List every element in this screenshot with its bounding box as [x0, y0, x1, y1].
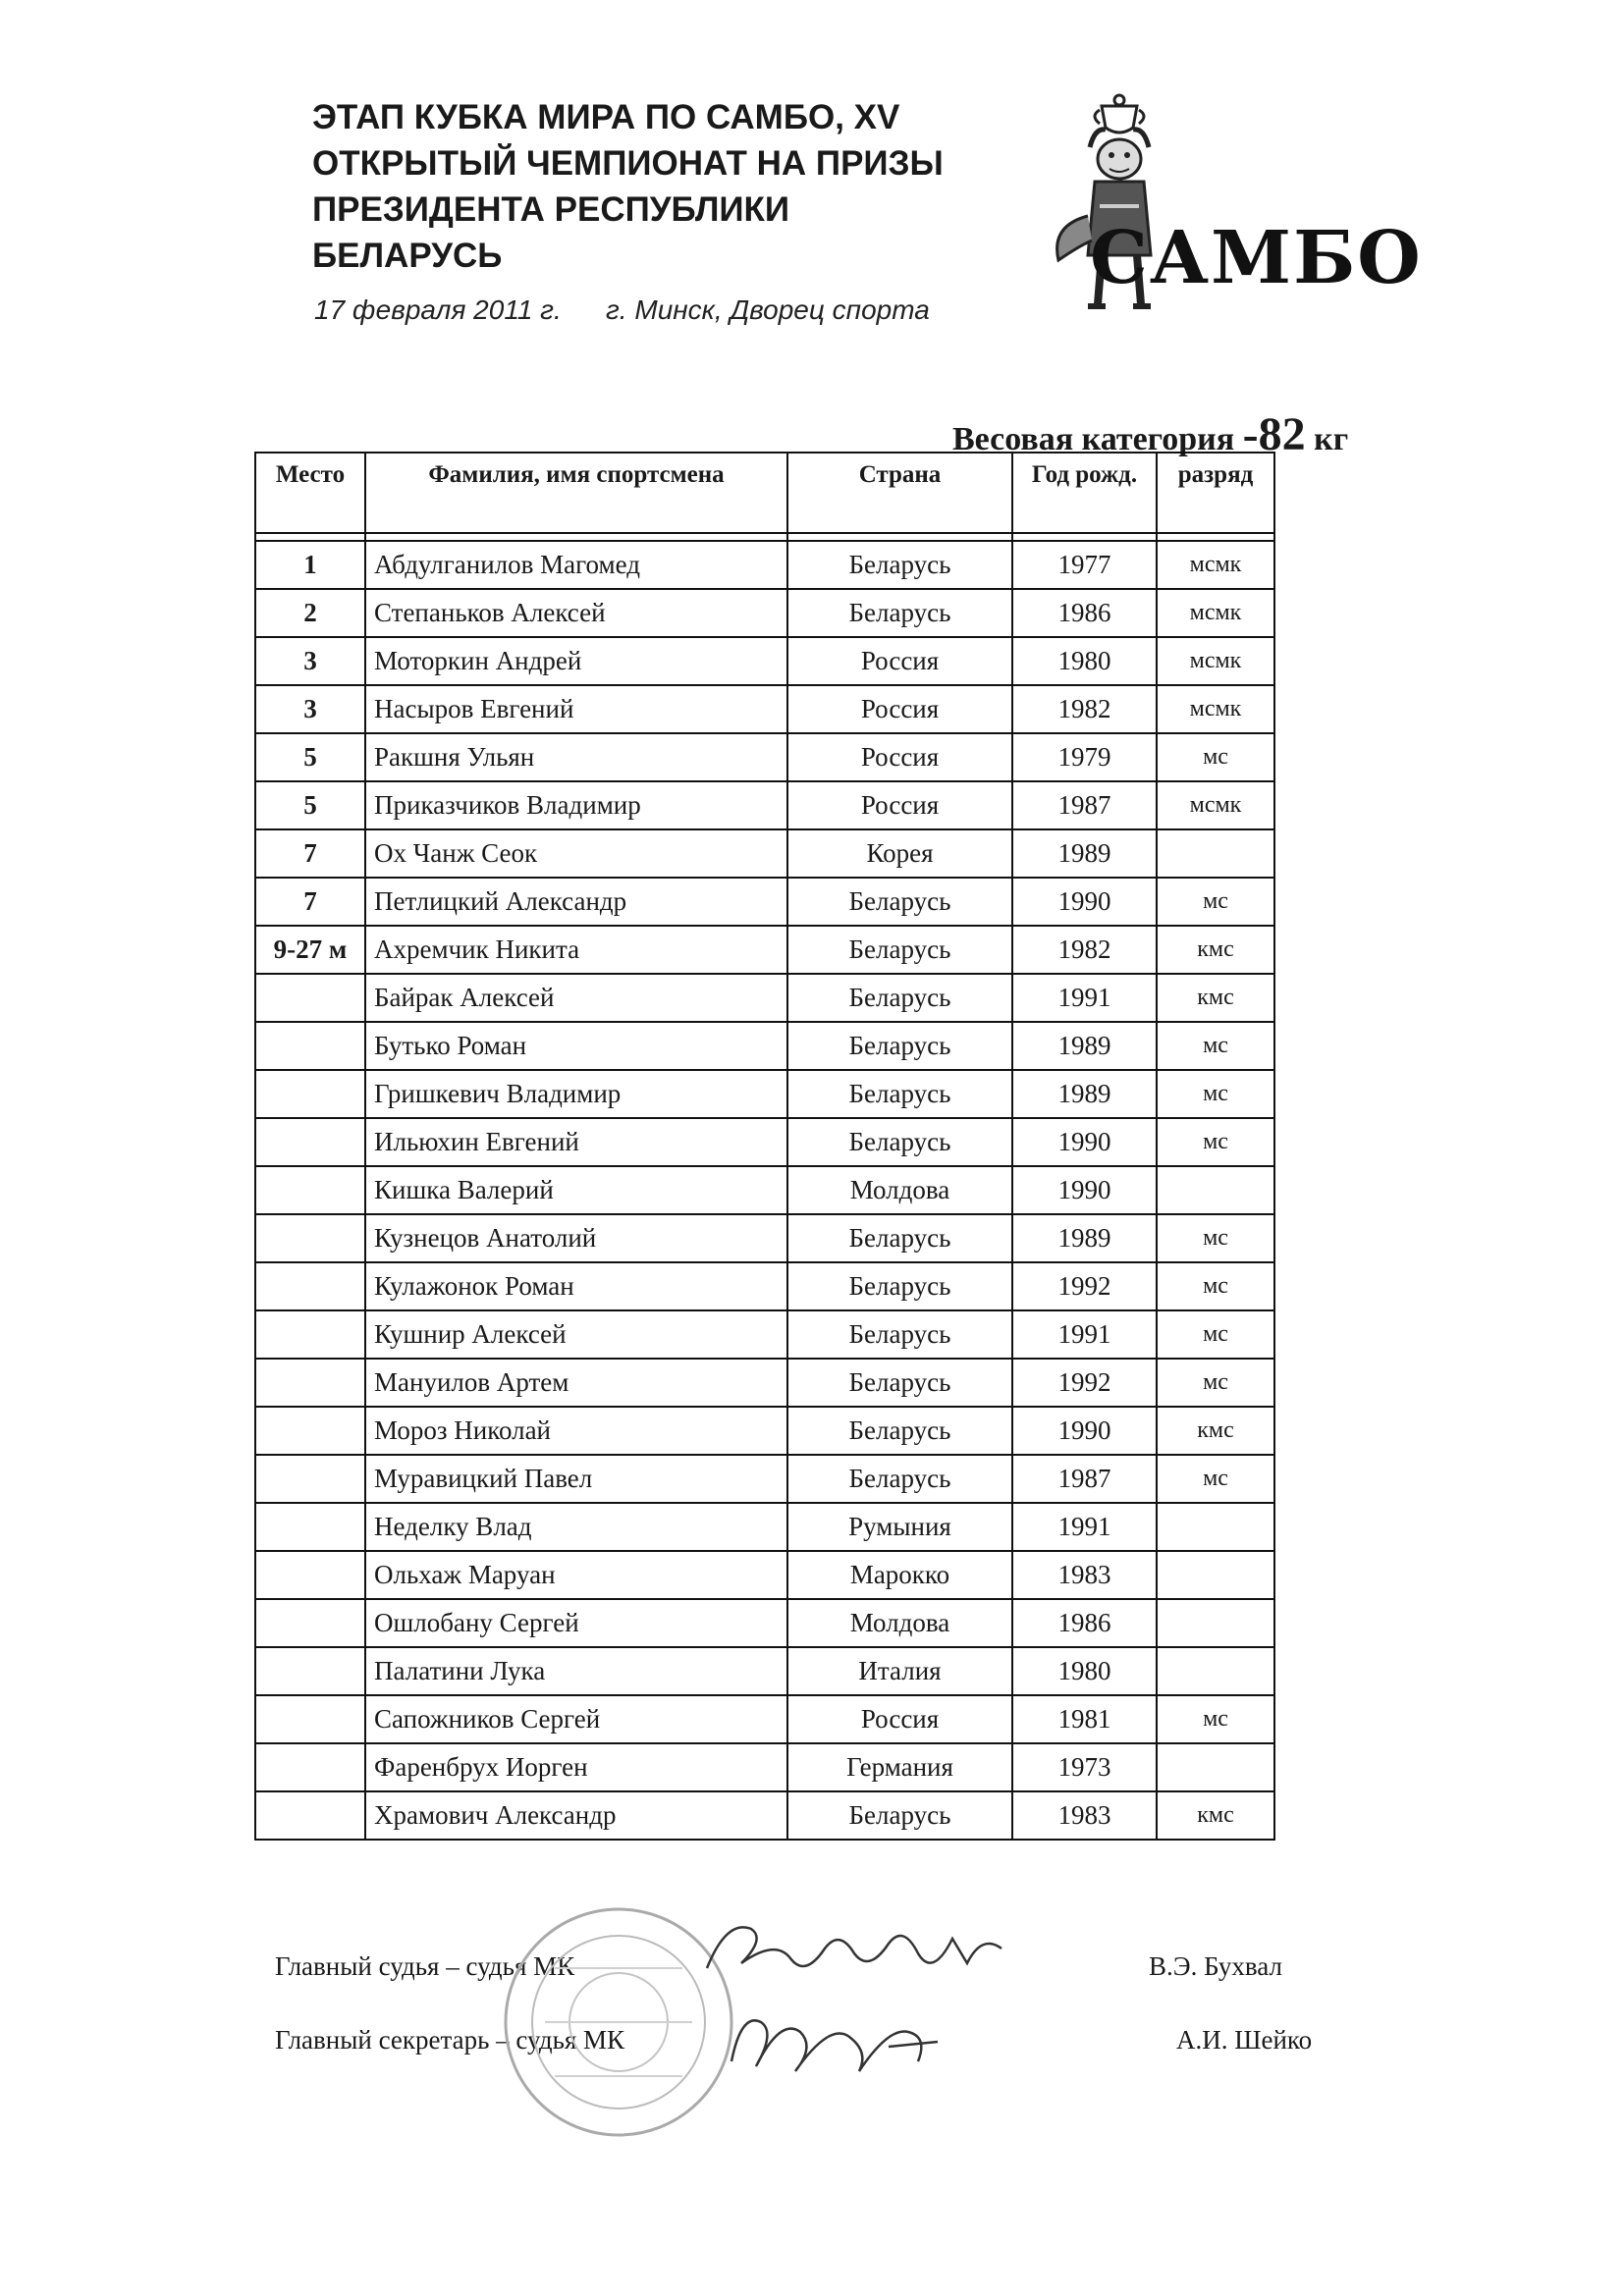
- rank-cell: мс: [1157, 1118, 1274, 1166]
- athlete-name-cell: Бутько Роман: [365, 1022, 787, 1070]
- event-title-line: БЕЛАРУСЬ: [312, 237, 503, 275]
- place-cell: 1: [255, 541, 365, 589]
- athlete-name-cell: Храмович Александр: [365, 1791, 787, 1840]
- place-cell: 3: [255, 637, 365, 685]
- rank-cell: мсмк: [1157, 589, 1274, 637]
- country-cell: Беларусь: [787, 1455, 1012, 1503]
- country-cell: Беларусь: [787, 541, 1012, 589]
- event-date: 17 февраля 2011 г.: [314, 294, 562, 325]
- place-cell: [255, 1791, 365, 1840]
- rank-cell: мс: [1157, 1214, 1274, 1262]
- country-cell: Марокко: [787, 1551, 1012, 1599]
- athlete-name-cell: Ахремчик Никита: [365, 926, 787, 974]
- sambo-logo-wordmark: САМБО: [1090, 216, 1423, 300]
- country-cell: Италия: [787, 1647, 1012, 1695]
- rank-cell: мсмк: [1157, 781, 1274, 829]
- place-cell: [255, 1214, 365, 1262]
- birth-year-cell: 1986: [1012, 589, 1157, 637]
- table-row: [255, 1310, 1274, 1359]
- rank-cell: мс: [1157, 1455, 1274, 1503]
- place-cell: [255, 1166, 365, 1214]
- table-row: [255, 1118, 1274, 1166]
- table-row: [255, 926, 1274, 974]
- place-cell: 7: [255, 829, 365, 878]
- birth-year-cell: 1989: [1012, 1070, 1157, 1118]
- chief-secretary-signature: [722, 1993, 947, 2091]
- table-row: [255, 1455, 1274, 1503]
- birth-year-cell: 1991: [1012, 1310, 1157, 1359]
- rank-cell: мсмк: [1157, 637, 1274, 685]
- country-cell: Молдова: [787, 1599, 1012, 1647]
- birth-year-cell: 1983: [1012, 1791, 1157, 1840]
- header-place: Место: [255, 453, 365, 533]
- country-cell: Беларусь: [787, 1407, 1012, 1455]
- place-cell: 3: [255, 685, 365, 733]
- rank-cell: мс: [1157, 1070, 1274, 1118]
- country-cell: Беларусь: [787, 589, 1012, 637]
- table-row: [255, 589, 1274, 637]
- rank-cell: кмс: [1157, 1407, 1274, 1455]
- athlete-name-cell: Ольхаж Маруан: [365, 1551, 787, 1599]
- chief-secretary-name: А.И. Шейко: [1176, 2025, 1313, 2055]
- rank-cell: [1157, 1743, 1274, 1791]
- birth-year-cell: 1991: [1012, 1503, 1157, 1551]
- chief-judge-signature: [697, 1909, 1021, 1998]
- place-cell: 7: [255, 878, 365, 926]
- place-cell: 5: [255, 733, 365, 781]
- country-cell: Россия: [787, 733, 1012, 781]
- rank-cell: мс: [1157, 1695, 1274, 1743]
- table-row: [255, 781, 1274, 829]
- chief-judge-name: В.Э. Бухвал: [1149, 1951, 1283, 1981]
- birth-year-cell: 1987: [1012, 1455, 1157, 1503]
- table-spacer-row: [255, 533, 1274, 541]
- place-cell: [255, 1551, 365, 1599]
- country-cell: Беларусь: [787, 1118, 1012, 1166]
- rank-cell: мс: [1157, 1262, 1274, 1310]
- athlete-name-cell: Мороз Николай: [365, 1407, 787, 1455]
- table-row: [255, 1407, 1274, 1455]
- birth-year-cell: 1992: [1012, 1262, 1157, 1310]
- header-name: Фамилия, имя спортсмена: [365, 453, 787, 533]
- table-row: [255, 1262, 1274, 1310]
- place-cell: [255, 1310, 365, 1359]
- rank-cell: кмс: [1157, 1791, 1274, 1840]
- place-cell: 9-27 м: [255, 926, 365, 974]
- athlete-name-cell: Кишка Валерий: [365, 1166, 787, 1214]
- birth-year-cell: 1977: [1012, 541, 1157, 589]
- country-cell: Беларусь: [787, 1070, 1012, 1118]
- table-row: [255, 1791, 1274, 1840]
- weight-category-label: Весовая категория: [952, 421, 1235, 457]
- rank-cell: мсмк: [1157, 685, 1274, 733]
- place-cell: [255, 1455, 365, 1503]
- birth-year-cell: 1991: [1012, 974, 1157, 1022]
- country-cell: Беларусь: [787, 1359, 1012, 1407]
- table-row: [255, 1647, 1274, 1695]
- athlete-name-cell: Ракшня Ульян: [365, 733, 787, 781]
- country-cell: Молдова: [787, 1166, 1012, 1214]
- rank-cell: кмс: [1157, 926, 1274, 974]
- results-table: [254, 452, 1275, 1841]
- weight-category-unit: кг: [1314, 421, 1349, 457]
- athlete-name-cell: Петлицкий Александр: [365, 878, 787, 926]
- country-cell: Беларусь: [787, 1214, 1012, 1262]
- athlete-name-cell: Фаренбрух Иорген: [365, 1743, 787, 1791]
- table-row: [255, 1551, 1274, 1599]
- table-row: [255, 974, 1274, 1022]
- athlete-name-cell: Кушнир Алексей: [365, 1310, 787, 1359]
- weight-category-value: -82: [1242, 408, 1306, 460]
- birth-year-cell: 1990: [1012, 1118, 1157, 1166]
- country-cell: Россия: [787, 781, 1012, 829]
- country-cell: Корея: [787, 829, 1012, 878]
- athlete-name-cell: Муравицкий Павел: [365, 1455, 787, 1503]
- rank-cell: [1157, 829, 1274, 878]
- event-title-line: ЭТАП КУБКА МИРА ПО САМБО, XV: [312, 98, 900, 136]
- country-cell: Беларусь: [787, 1262, 1012, 1310]
- athlete-name-cell: Палатини Лука: [365, 1647, 787, 1695]
- country-cell: Россия: [787, 1695, 1012, 1743]
- athlete-name-cell: Ошлобану Сергей: [365, 1599, 787, 1647]
- athlete-name-cell: Байрак Алексей: [365, 974, 787, 1022]
- athlete-name-cell: Мануилов Артем: [365, 1359, 787, 1407]
- place-cell: [255, 1695, 365, 1743]
- place-cell: [255, 1647, 365, 1695]
- athlete-name-cell: Кузнецов Анатолий: [365, 1214, 787, 1262]
- rank-cell: [1157, 1503, 1274, 1551]
- rank-cell: мсмк: [1157, 541, 1274, 589]
- table-row: [255, 541, 1274, 589]
- birth-year-cell: 1980: [1012, 637, 1157, 685]
- table-row: [255, 733, 1274, 781]
- birth-year-cell: 1989: [1012, 1022, 1157, 1070]
- header-rank: разряд: [1157, 453, 1274, 533]
- birth-year-cell: 1990: [1012, 1166, 1157, 1214]
- birth-year-cell: 1986: [1012, 1599, 1157, 1647]
- country-cell: Россия: [787, 685, 1012, 733]
- place-cell: [255, 1070, 365, 1118]
- place-cell: [255, 1407, 365, 1455]
- table-row: [255, 1503, 1274, 1551]
- country-cell: Беларусь: [787, 974, 1012, 1022]
- birth-year-cell: 1973: [1012, 1743, 1157, 1791]
- birth-year-cell: 1989: [1012, 1214, 1157, 1262]
- country-cell: Германия: [787, 1743, 1012, 1791]
- country-cell: Беларусь: [787, 878, 1012, 926]
- table-row: [255, 829, 1274, 878]
- rank-cell: мс: [1157, 878, 1274, 926]
- table-row: [255, 1214, 1274, 1262]
- place-cell: [255, 974, 365, 1022]
- event-title-line: ОТКРЫТЫЙ ЧЕМПИОНАТ НА ПРИЗЫ: [312, 144, 944, 183]
- table-row: [255, 1022, 1274, 1070]
- rank-cell: кмс: [1157, 974, 1274, 1022]
- event-title: [312, 94, 1000, 279]
- birth-year-cell: 1990: [1012, 1407, 1157, 1455]
- table-row: [255, 1695, 1274, 1743]
- table-row: [255, 878, 1274, 926]
- rank-cell: мс: [1157, 1310, 1274, 1359]
- country-cell: Румыния: [787, 1503, 1012, 1551]
- place-cell: [255, 1599, 365, 1647]
- birth-year-cell: 1982: [1012, 926, 1157, 974]
- rank-cell: [1157, 1166, 1274, 1214]
- birth-year-cell: 1981: [1012, 1695, 1157, 1743]
- birth-year-cell: 1983: [1012, 1551, 1157, 1599]
- athlete-name-cell: Моторкин Андрей: [365, 637, 787, 685]
- birth-year-cell: 1992: [1012, 1359, 1157, 1407]
- birth-year-cell: 1979: [1012, 733, 1157, 781]
- rank-cell: мс: [1157, 1022, 1274, 1070]
- results-body: [255, 541, 1274, 1840]
- rank-cell: [1157, 1647, 1274, 1695]
- table-row: [255, 1599, 1274, 1647]
- event-title-line: ПРЕЗИДЕНТА РЕСПУБЛИКИ: [312, 190, 790, 229]
- table-row: [255, 1359, 1274, 1407]
- athlete-name-cell: Приказчиков Владимир: [365, 781, 787, 829]
- athlete-name-cell: Степаньков Алексей: [365, 589, 787, 637]
- athlete-name-cell: Кулажонок Роман: [365, 1262, 787, 1310]
- place-cell: [255, 1118, 365, 1166]
- place-cell: [255, 1022, 365, 1070]
- athlete-name-cell: Ох Чанж Сеок: [365, 829, 787, 878]
- table-row: [255, 685, 1274, 733]
- rank-cell: [1157, 1599, 1274, 1647]
- header-year: Год рожд.: [1012, 453, 1157, 533]
- place-cell: 2: [255, 589, 365, 637]
- chief-secretary-title: Главный секретарь – судья МК: [275, 2025, 625, 2055]
- athlete-name-cell: Неделку Влад: [365, 1503, 787, 1551]
- table-row: [255, 1070, 1274, 1118]
- place-cell: 5: [255, 781, 365, 829]
- place-cell: [255, 1262, 365, 1310]
- birth-year-cell: 1982: [1012, 685, 1157, 733]
- athlete-name-cell: Гришкевич Владимир: [365, 1070, 787, 1118]
- country-cell: Беларусь: [787, 1791, 1012, 1840]
- place-cell: [255, 1359, 365, 1407]
- rank-cell: мс: [1157, 733, 1274, 781]
- chief-judge-title: Главный судья – судья МК: [275, 1951, 575, 1981]
- table-row: [255, 637, 1274, 685]
- table-header-row: [255, 453, 1274, 533]
- athlete-name-cell: Насыров Евгений: [365, 685, 787, 733]
- country-cell: Беларусь: [787, 1310, 1012, 1359]
- rank-cell: мс: [1157, 1359, 1274, 1407]
- athlete-name-cell: Абдулганилов Магомед: [365, 541, 787, 589]
- birth-year-cell: 1990: [1012, 878, 1157, 926]
- table-row: [255, 1166, 1274, 1214]
- rank-cell: [1157, 1551, 1274, 1599]
- event-venue: г. Минск, Дворец спорта: [606, 294, 930, 325]
- athlete-name-cell: Ильюхин Евгений: [365, 1118, 787, 1166]
- birth-year-cell: 1987: [1012, 781, 1157, 829]
- country-cell: Беларусь: [787, 1022, 1012, 1070]
- country-cell: Россия: [787, 637, 1012, 685]
- place-cell: [255, 1743, 365, 1791]
- header-country: Страна: [787, 453, 1012, 533]
- birth-year-cell: 1980: [1012, 1647, 1157, 1695]
- place-cell: [255, 1503, 365, 1551]
- country-cell: Беларусь: [787, 926, 1012, 974]
- table-row: [255, 1743, 1274, 1791]
- athlete-name-cell: Сапожников Сергей: [365, 1695, 787, 1743]
- birth-year-cell: 1989: [1012, 829, 1157, 878]
